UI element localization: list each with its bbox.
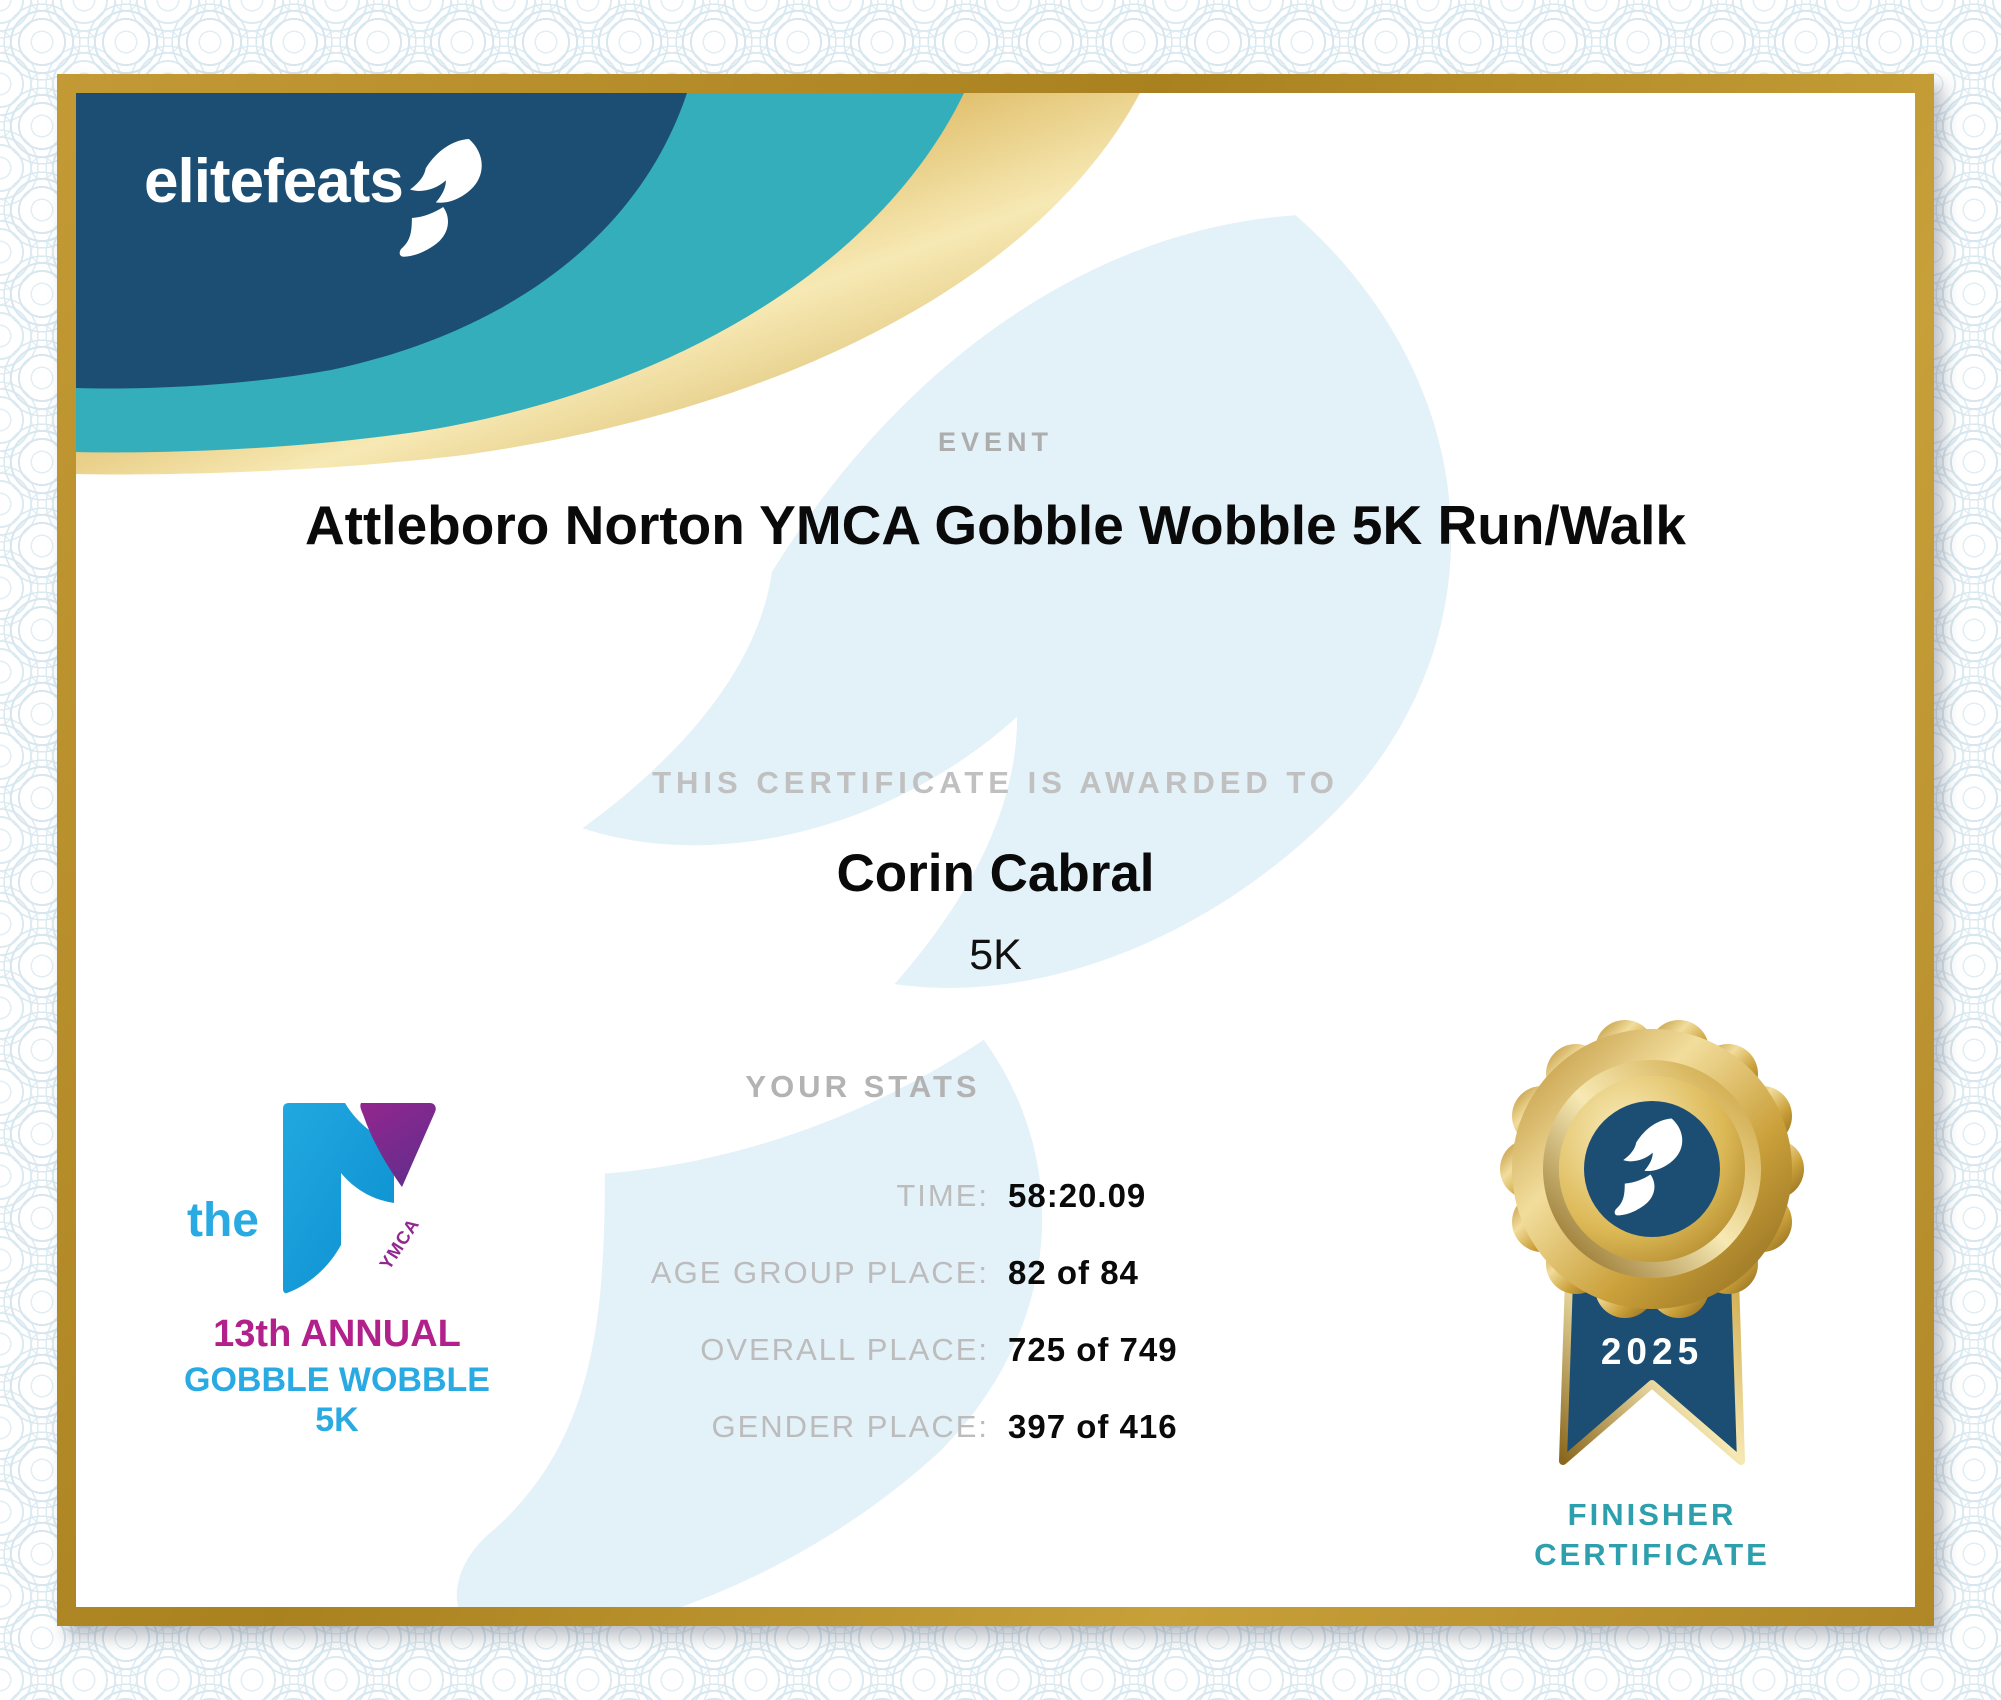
medal-rosette (1492, 1009, 1812, 1489)
ymca-rotated-text: YMCA (375, 1214, 424, 1274)
certificate-body (76, 93, 1915, 1607)
winged-foot-logo-icon (399, 137, 491, 266)
ymca-the-text: the (187, 1194, 259, 1247)
event-label: EVENT (937, 427, 1054, 457)
event-logo-line1: 13th ANNUAL (213, 1313, 461, 1355)
brand-logo (144, 147, 491, 266)
runner-name: Corin Cabral (836, 844, 1155, 903)
race-distance: 5K (969, 931, 1022, 979)
finisher-medal (1492, 1009, 1812, 1576)
awarded-to-label: THIS CERTIFICATE IS AWARDED TO (652, 765, 1339, 800)
brand-logo-text: elitefeats (144, 147, 403, 216)
stat-value: 397 of 416 (1008, 1407, 1178, 1445)
stat-value: 725 of 749 (1008, 1330, 1178, 1368)
stat-label: TIME: (896, 1177, 989, 1213)
finisher-caption (1492, 1495, 1812, 1576)
stat-label: OVERALL PLACE: (700, 1331, 989, 1367)
stat-label: GENDER PLACE: (711, 1408, 989, 1444)
medal-year: 2025 (1600, 1331, 1704, 1372)
finisher-caption-line2: CERTIFICATE (1534, 1537, 1770, 1573)
finisher-caption-line1: FINISHER (1567, 1497, 1737, 1532)
stat-label: AGE GROUP PLACE: (650, 1254, 989, 1290)
event-logo-line2: GOBBLE WOBBLE 5K (184, 1360, 490, 1440)
gold-frame (57, 74, 1934, 1626)
stat-value: 82 of 84 (1008, 1253, 1139, 1291)
your-stats-label: YOUR STATS (745, 1069, 981, 1104)
ymca-logo (161, 1095, 513, 1313)
event-title: Attleboro Norton YMCA Gobble Wobble 5K Run/Walk (304, 494, 1687, 556)
ymca-y-icon (273, 1099, 438, 1311)
event-logo (161, 1095, 513, 1441)
stat-value: 58:20.09 (1008, 1176, 1147, 1214)
